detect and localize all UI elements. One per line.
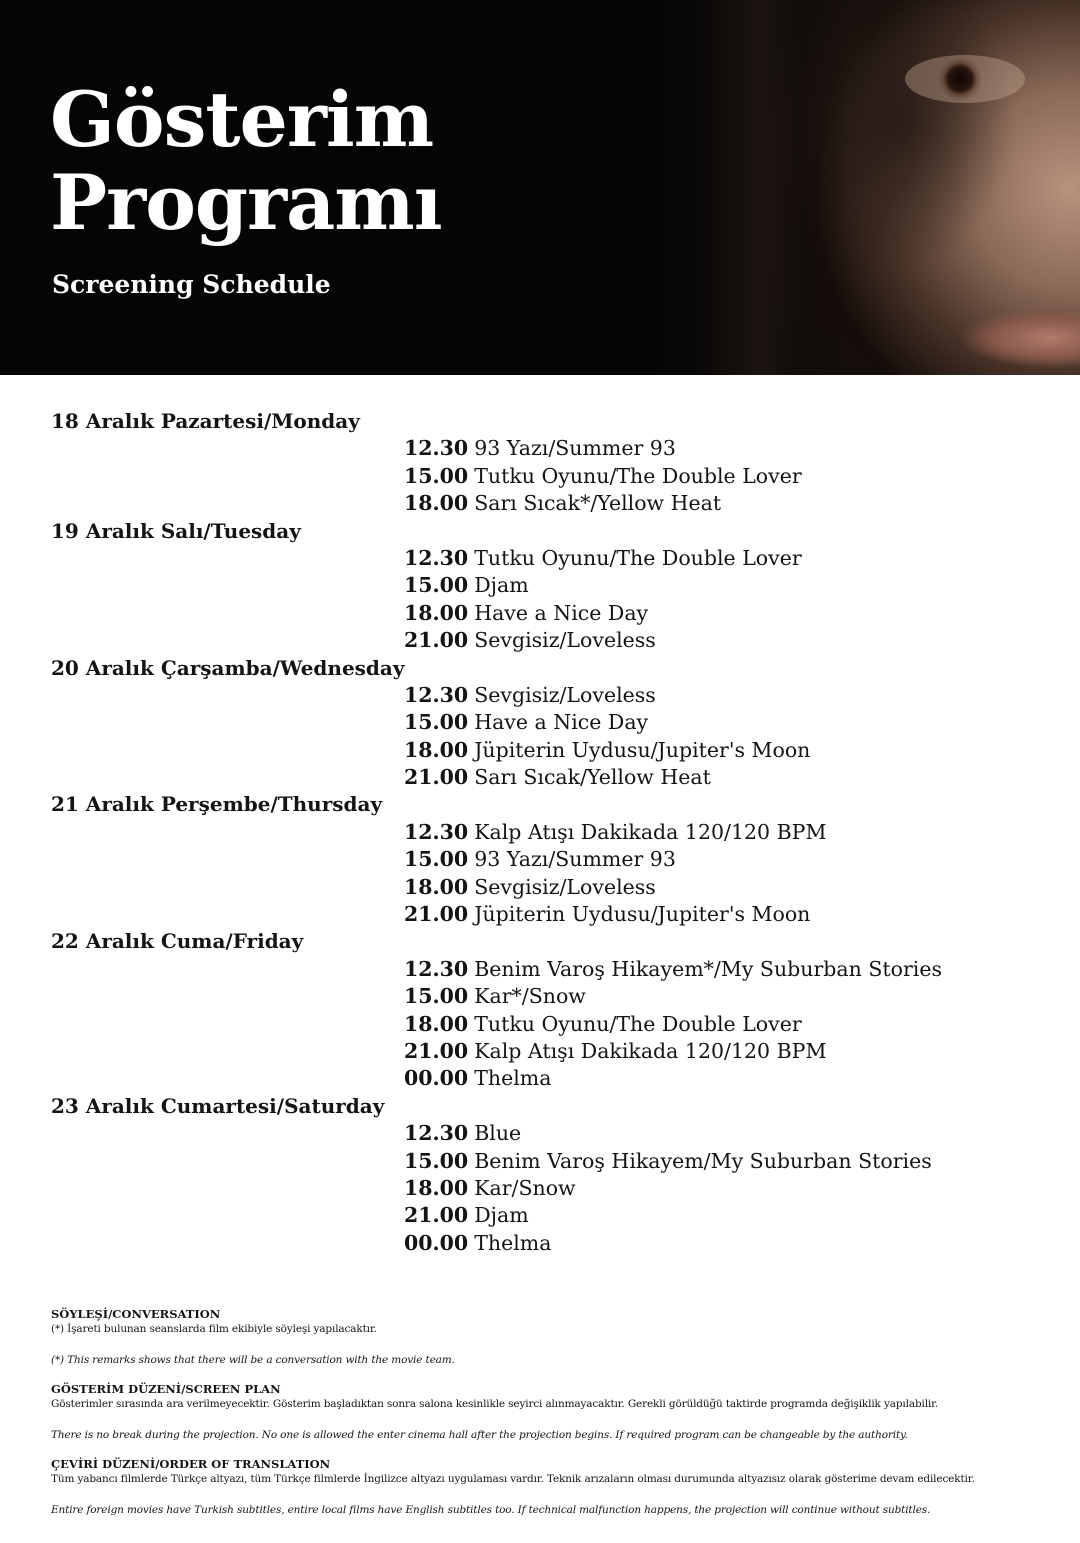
film-title: Kalp Atışı Dakikada 120/120 BPM: [474, 819, 827, 844]
screening-time: 21.00: [404, 628, 469, 653]
screening-item: [404, 1230, 551, 1257]
screening-time: 12.30: [404, 819, 469, 844]
film-title: Benim Varoş Hikayem/My Suburban Stories: [474, 1148, 932, 1173]
film-title: Kar/Snow: [474, 1175, 576, 1200]
show-row: [0, 1148, 1080, 1175]
screening-time: 15.00: [404, 463, 469, 488]
screening-item: [404, 764, 711, 791]
screening-time: 00.00: [404, 1230, 469, 1255]
film-title: Tutku Oyunu/The Double Lover: [474, 545, 802, 570]
screening-item: [404, 846, 676, 873]
show-row: [0, 572, 1080, 599]
screening-time: 18.00: [404, 737, 469, 762]
screening-item: [404, 1065, 551, 1092]
screening-time: 12.30: [404, 956, 469, 981]
film-title: Thelma: [474, 1230, 552, 1255]
translation-text-en: Entire foreign movies have Turkish subtitles, entire local films have English subtitles too. If technical malfunction happens, the projection will continue without subtitles.: [51, 1504, 931, 1516]
screen-plan-text-tr: Gösterimler sırasında ara verilmeyecektir. Gösterim başladıktan sonra salona kesinlikle seyirci alınmayacaktır. Gerekli görüldüğü taktirde programda değişiklik yapılabilir.: [51, 1398, 939, 1410]
day-row: [0, 928, 1080, 955]
film-title: Kalp Atışı Dakikada 120/120 BPM: [474, 1038, 827, 1063]
show-row: [0, 545, 1080, 572]
screening-time: 21.00: [404, 765, 469, 790]
film-title: Djam: [474, 1203, 529, 1228]
show-row: [0, 709, 1080, 736]
screening-time: 21.00: [404, 1203, 469, 1228]
screening-item: [404, 819, 826, 846]
film-title: Sevgisiz/Loveless: [474, 874, 656, 899]
day-heading: 23 Aralık Cumartesi/Saturday: [51, 1093, 385, 1118]
show-row: [0, 1202, 1080, 1229]
show-row: [0, 983, 1080, 1010]
day-heading: 20 Aralık Çarşamba/Wednesday: [51, 655, 405, 680]
day-row: [0, 791, 1080, 818]
screening-time: 15.00: [404, 710, 469, 735]
film-title: 93 Yazı/Summer 93: [474, 436, 676, 461]
screening-time: 00.00: [404, 1066, 469, 1091]
translation-text-tr: Tüm yabancı filmlerde Türkçe altyazı, tüm Türkçe filmlerde İngilizce altyazı uygulaması vardır. Teknik arızaların olması durumunda altyazısız olarak gösterime devam edilecektir.: [51, 1473, 975, 1485]
show-row: [0, 627, 1080, 654]
film-title: Tutku Oyunu/The Double Lover: [474, 463, 802, 488]
screening-time: 15.00: [404, 573, 469, 598]
show-row: [0, 1230, 1080, 1257]
film-title: Sarı Sıcak/Yellow Heat: [474, 765, 711, 790]
show-row: [0, 435, 1080, 462]
screen-plan-text-en: There is no break during the projection. No one is allowed the enter cinema hall after the projection begins. If required program can be changeable by the authority.: [51, 1429, 908, 1441]
film-title: Blue: [474, 1121, 522, 1146]
screening-time: 12.30: [404, 545, 469, 570]
film-title: Have a Nice Day: [474, 710, 649, 735]
show-row: [0, 1038, 1080, 1065]
show-row: [0, 1175, 1080, 1202]
show-row: [0, 682, 1080, 709]
screening-time: 12.30: [404, 1121, 469, 1146]
portrait-hair-shadow: [690, 0, 850, 375]
screening-item: [404, 1038, 826, 1065]
page-title-line-1: Gösterim: [50, 75, 434, 164]
day-row: [0, 1093, 1080, 1120]
screening-item: [404, 572, 529, 599]
screening-item: [404, 901, 810, 928]
film-title: Kar*/Snow: [474, 984, 586, 1009]
film-title: Have a Nice Day: [474, 600, 649, 625]
show-row: [0, 737, 1080, 764]
screening-item: [404, 435, 676, 462]
day-row: [0, 408, 1080, 435]
day-heading: 18 Aralık Pazartesi/Monday: [51, 409, 360, 433]
screening-item: [404, 1175, 576, 1202]
screening-item: [404, 956, 942, 983]
film-title: Sarı Sıcak*/Yellow Heat: [474, 491, 722, 516]
page-subtitle: Screening Schedule: [52, 270, 331, 299]
screening-item: [404, 1148, 932, 1175]
show-row: [0, 846, 1080, 873]
screening-time: 12.30: [404, 436, 469, 461]
screening-item: [404, 490, 721, 517]
screening-item: [404, 874, 656, 901]
screening-time: 12.30: [404, 682, 469, 707]
film-title: Djam: [474, 573, 529, 598]
screening-item: [404, 737, 810, 764]
screening-item: [404, 1011, 802, 1038]
show-row: [0, 1065, 1080, 1092]
film-title: Sevgisiz/Loveless: [474, 628, 656, 653]
screening-time: 15.00: [404, 984, 469, 1009]
screening-time: 18.00: [404, 874, 469, 899]
screening-item: [404, 1120, 521, 1147]
show-row: [0, 463, 1080, 490]
screening-time: 15.00: [404, 847, 469, 872]
film-title: Jüpiterin Uydusu/Jupiter's Moon: [474, 902, 811, 927]
show-row: [0, 956, 1080, 983]
screening-schedule: [0, 408, 1080, 1257]
page-title-line-2: Programı: [50, 158, 442, 247]
show-row: [0, 901, 1080, 928]
show-row: [0, 819, 1080, 846]
screening-item: [404, 1202, 529, 1229]
screening-item: [404, 709, 648, 736]
show-row: [0, 1120, 1080, 1147]
screening-item: [404, 463, 802, 490]
screening-time: 15.00: [404, 1148, 469, 1173]
day-heading: 19 Aralık Salı/Tuesday: [51, 518, 301, 543]
screen-plan-heading: GÖSTERİM DÜZENİ/SCREEN PLAN: [51, 1382, 281, 1396]
show-row: [0, 1011, 1080, 1038]
day-heading: 22 Aralık Cuma/Friday: [51, 929, 304, 954]
day-heading: 21 Aralık Perşembe/Thursday: [51, 792, 383, 817]
conversation-text-en: (*) This remarks shows that there will be a conversation with the movie team.: [51, 1354, 455, 1366]
show-row: [0, 600, 1080, 627]
screening-time: 18.00: [404, 491, 469, 516]
screening-item: [404, 983, 586, 1010]
header-banner: [0, 0, 1080, 375]
screening-time: 21.00: [404, 902, 469, 927]
screening-item: [404, 545, 802, 572]
conversation-heading: SÖYLEŞİ/CONVERSATION: [51, 1307, 221, 1321]
translation-heading: ÇEVİRİ DÜZENİ/ORDER OF TRANSLATION: [51, 1457, 331, 1471]
notes-section: [51, 1307, 1041, 1518]
film-title: Tutku Oyunu/The Double Lover: [474, 1011, 802, 1036]
screening-item: [404, 627, 656, 654]
portrait-eye: [905, 55, 1025, 103]
screening-item: [404, 682, 656, 709]
conversation-text-tr: (*) İşareti bulunan seanslarda film ekibiyle söyleşi yapılacaktır.: [51, 1323, 377, 1335]
film-title: 93 Yazı/Summer 93: [474, 847, 676, 872]
film-title: Benim Varoş Hikayem*/My Suburban Stories: [474, 956, 942, 981]
film-title: Thelma: [474, 1066, 552, 1091]
day-row: [0, 518, 1080, 545]
day-row: [0, 655, 1080, 682]
screening-time: 18.00: [404, 1011, 469, 1036]
film-title: Jüpiterin Uydusu/Jupiter's Moon: [474, 737, 811, 762]
film-title: Sevgisiz/Loveless: [474, 682, 656, 707]
screening-time: 18.00: [404, 1175, 469, 1200]
show-row: [0, 764, 1080, 791]
screening-time: 18.00: [404, 600, 469, 625]
show-row: [0, 874, 1080, 901]
show-row: [0, 490, 1080, 517]
screening-item: [404, 600, 648, 627]
screening-time: 21.00: [404, 1038, 469, 1063]
